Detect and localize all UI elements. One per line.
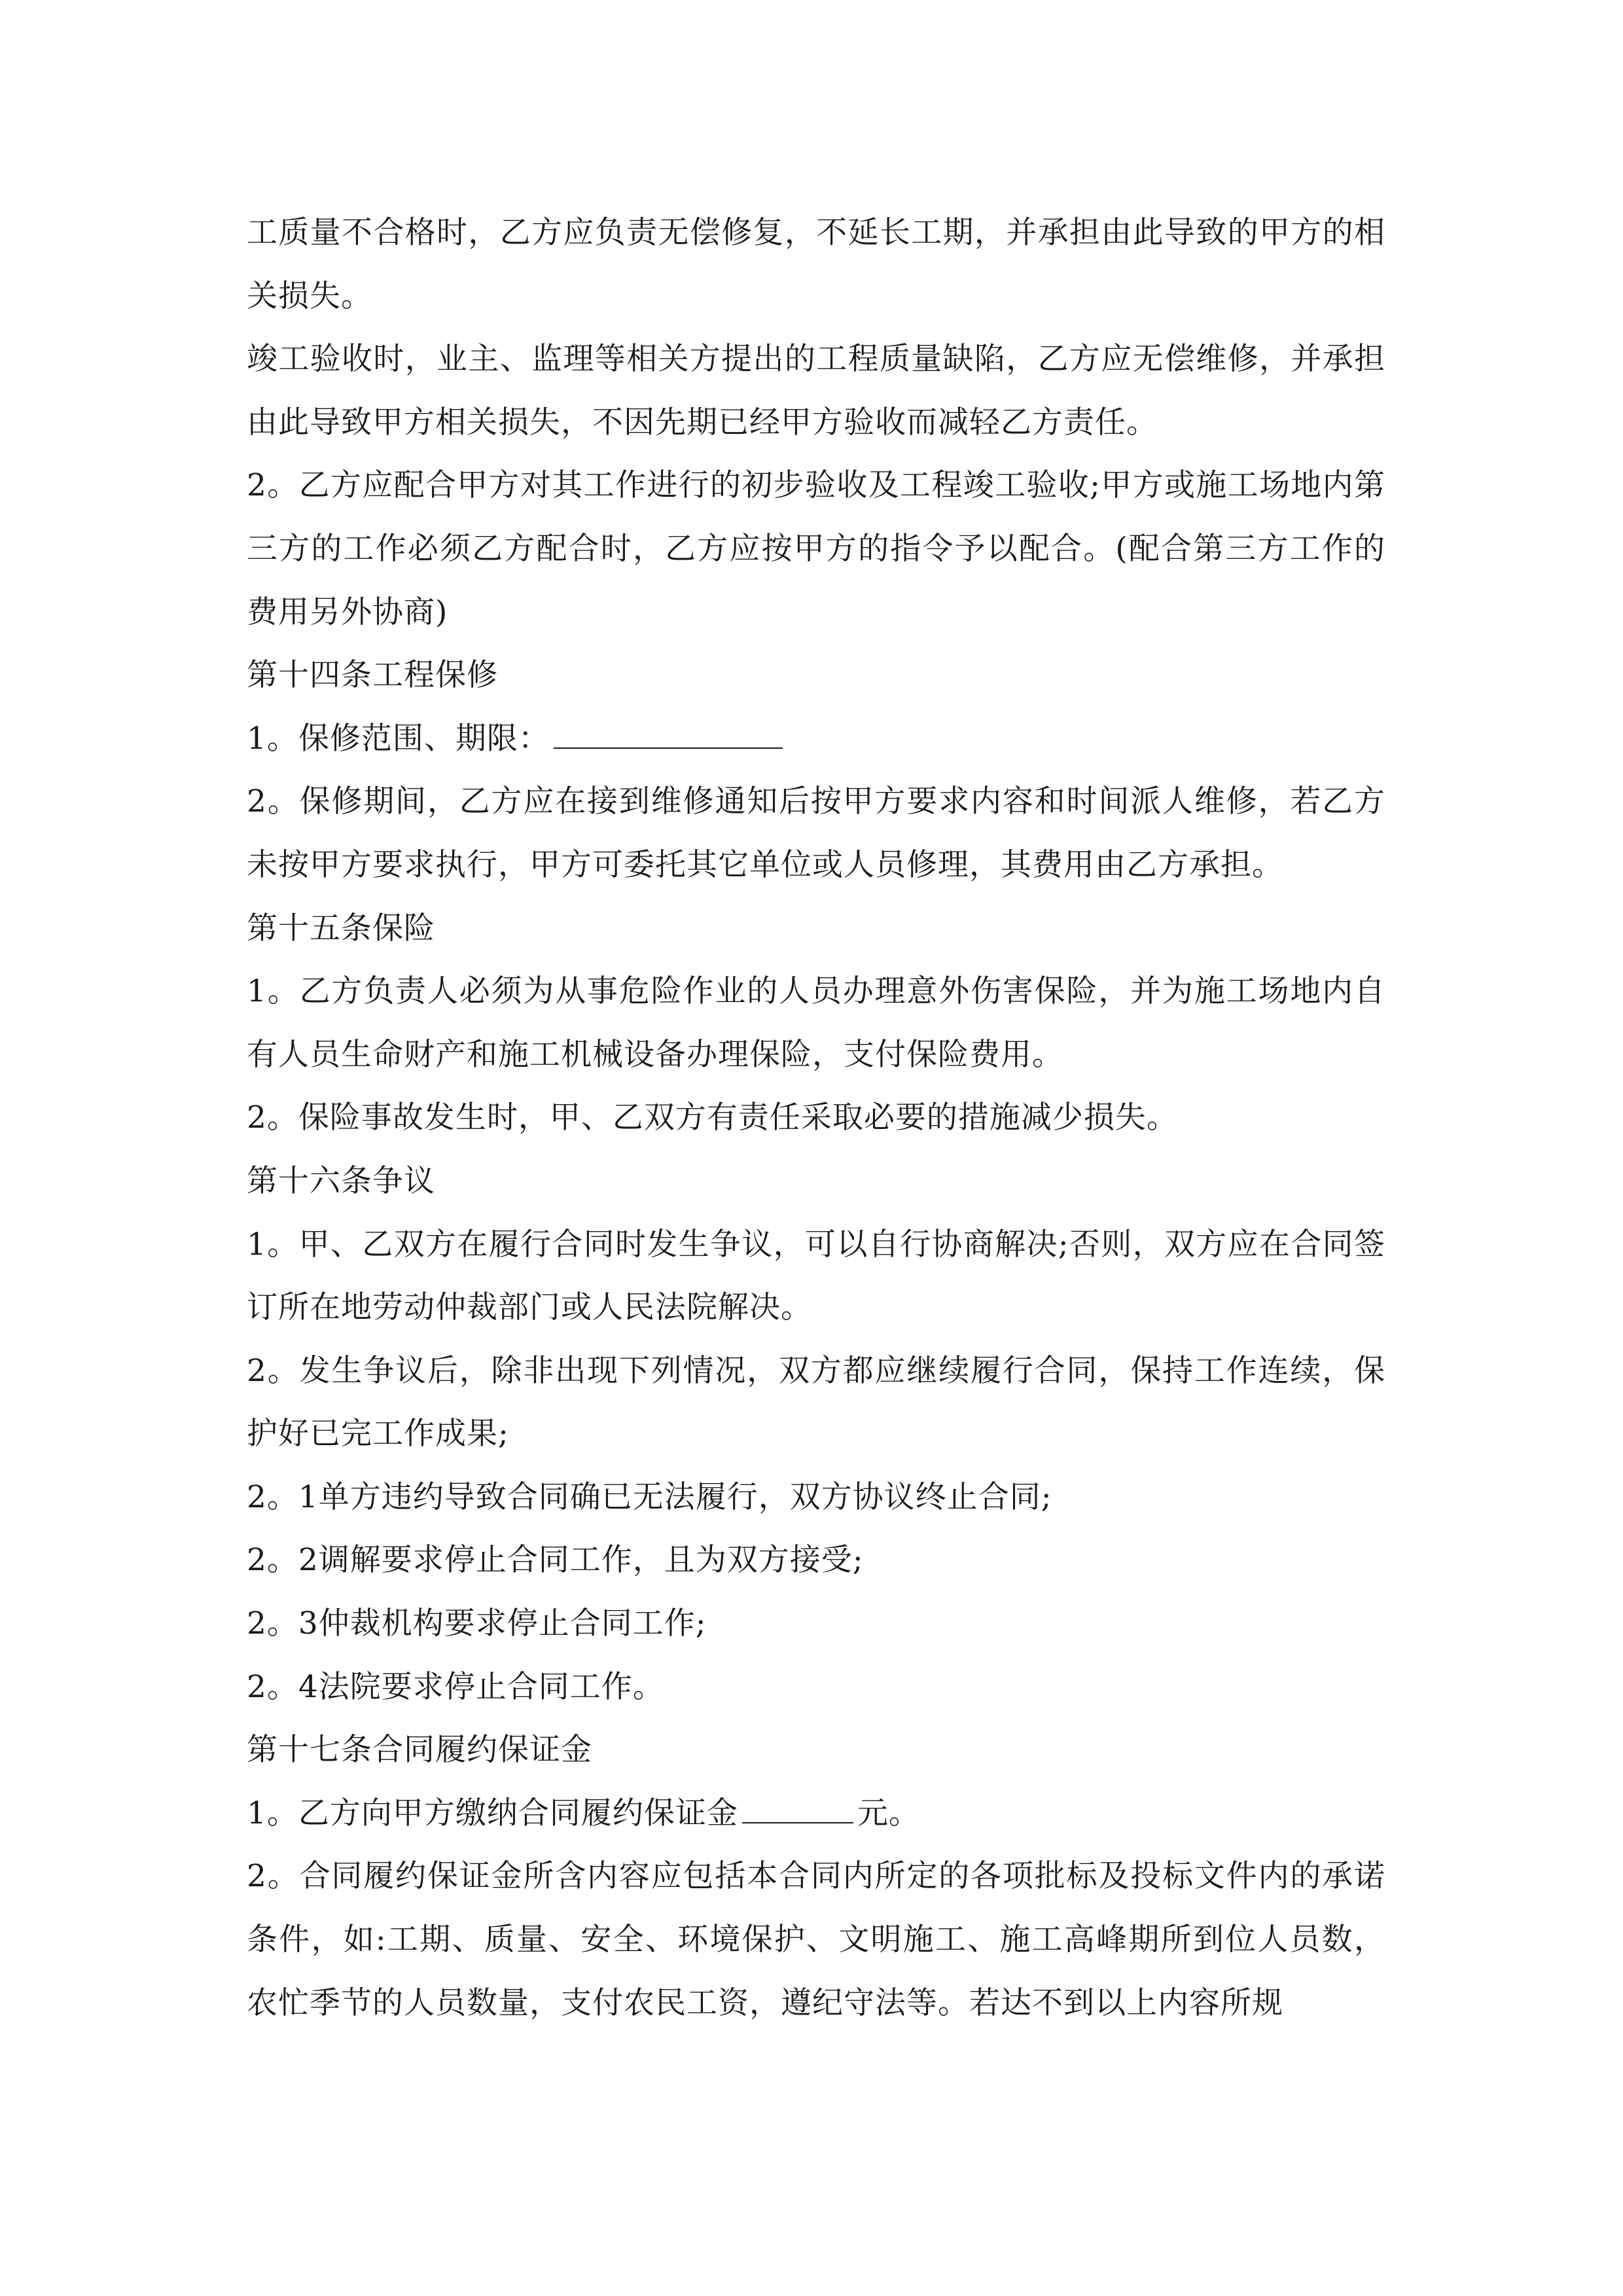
paragraph-dispute-item-4: 2。4法院要求停止合同工作。 [247,1668,664,1705]
performance-bond-amount-blank [742,1791,853,1823]
article-16-heading: 第十六条争议 [247,1162,435,1199]
paragraph-quality-repair: 工质量不合格时，乙方应负责无偿修复，不延长工期，并承担由此导致的甲方的相关损失。 [247,215,1385,314]
article-17-heading: 第十七条合同履约保证金 [247,1732,592,1768]
paragraph-dispute-item-3: 2。3仲裁机构要求停止合同工作; [247,1605,707,1642]
paragraph-dispute-item-1: 2。1单方违约导致合同确已无法履行，双方协议终止合同; [247,1479,1052,1515]
paragraph-completion-acceptance: 竣工验收时，业主、监理等相关方提出的工程质量缺陷，乙方应无偿维修，并承担由此导致甲方相关损失，不因先期已经甲方验收而减轻乙方责任。 [247,341,1385,440]
paragraph-dispute-resolution: 1。甲、乙双方在履行合同时发生争议，可以自行协商解决;否则，双方应在合同签订所在地劳动仲裁部门或人民法院解决。 [247,1226,1385,1326]
paragraph-warranty-scope [247,708,1385,771]
performance-bond-unit: 元。 [857,1795,920,1831]
article-15-heading: 第十五条保险 [247,910,435,946]
paragraph-cooperation-acceptance: 2。乙方应配合甲方对其工作进行的初步验收及工程竣工验收;甲方或施工场地内第三方的工作必须乙方配合时，乙方应按甲方的指令予以配合。(配合第三方工作的费用另外协商) [247,467,1385,630]
warranty-scope-blank [554,717,783,749]
paragraph-insurance-duty: 1。乙方负责人必须为从事危险作业的人员办理意外伤害保险，并为施工场地内自有人员生命财产和施工机械设备办理保险，支付保险费用。 [247,973,1385,1073]
paragraph-warranty-period: 2。保修期间，乙方应在接到维修通知后按甲方要求内容和时间派人维修，若乙方未按甲方要求执行，甲方可委托其它单位或人员修理，其费用由乙方承担。 [247,783,1385,883]
warranty-scope-label: 1。保修范围、期限： [247,720,550,757]
paragraph-performance-bond [247,1782,1385,1846]
paragraph-dispute-continuation: 2。发生争议后，除非出现下列情况，双方都应继续履行合同，保持工作连续，保护好已完工作成果; [247,1352,1385,1452]
paragraph-insurance-accident: 2。保险事故发生时，甲、乙双方有责任采取必要的措施减少损失。 [247,1100,1178,1136]
article-14-heading: 第十四条工程保修 [247,657,498,694]
paragraph-dispute-item-2: 2。2调解要求停止合同工作，且为双方接受; [247,1542,864,1579]
paragraph-performance-bond-terms: 2。合同履约保证金所含内容应包括本合同内所定的各项批标及投标文件内的承诺条件，如:工期、质量、安全、环境保护、文明施工、施工高峰期所到位人员数，农忙季节的人员数量，支付农民工资，遵纪守法等。若达不到以上内容所规 [247,1858,1385,2021]
performance-bond-label: 1。乙方向甲方缴纳合同履约保证金 [247,1795,738,1831]
document-body [247,202,1385,2035]
